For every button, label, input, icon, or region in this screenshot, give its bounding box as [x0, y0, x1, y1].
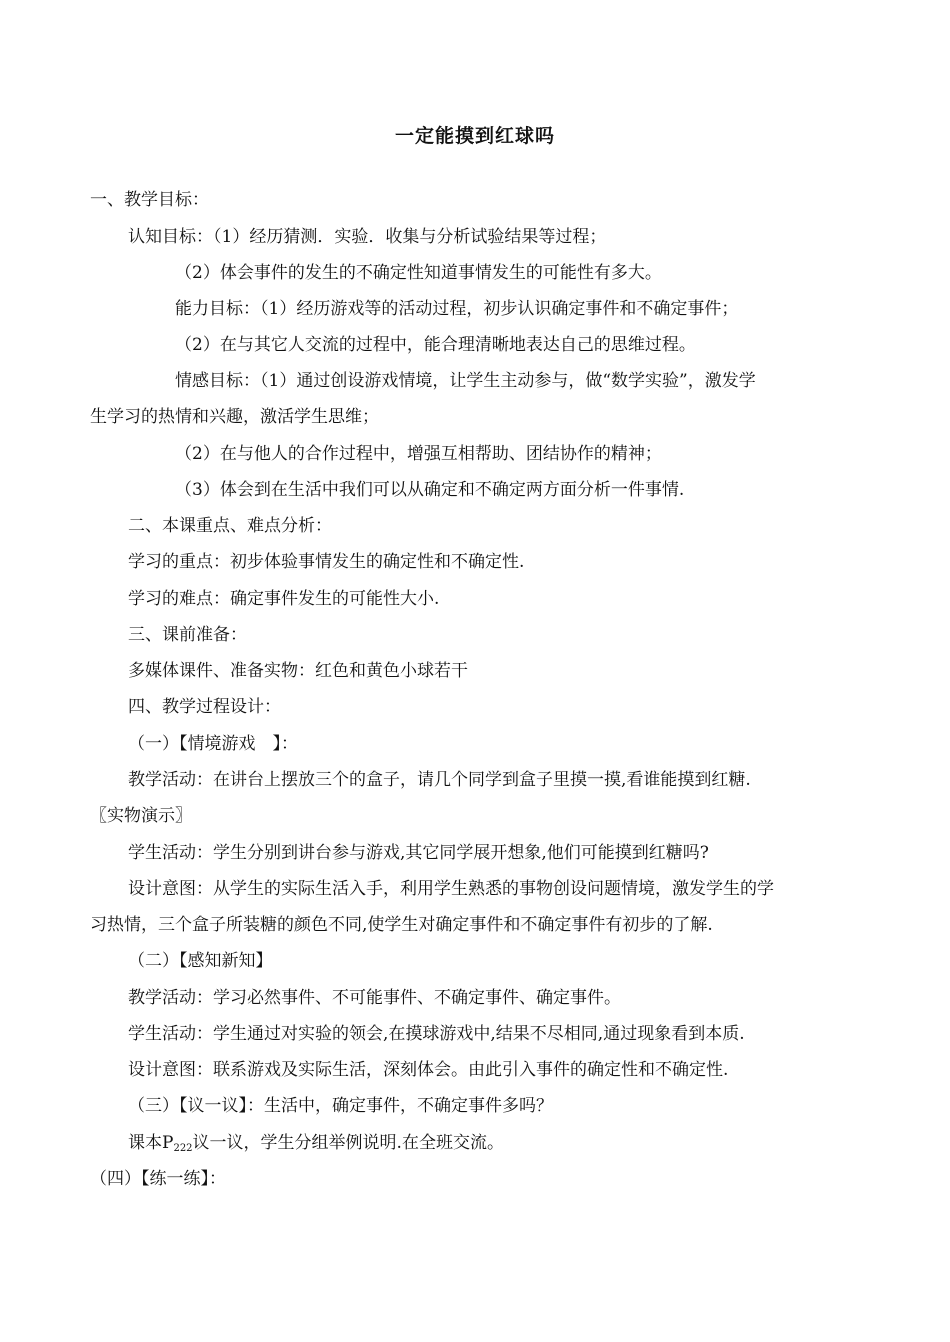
- paragraph-line: 设计意图：联系游戏及实际生活，深刻体会。由此引入事件的确定性和不确定性.: [128, 1060, 729, 1080]
- paragraph-line: 学习的重点：初步体验事情发生的确定性和不确定性.: [128, 552, 525, 572]
- paragraph-line: 能力目标：（1）经历游戏等的活动过程，初步认识确定事件和不确定事件；: [175, 299, 739, 319]
- paragraph-line: 习热情，三个盒子所装糖的颜色不同,使学生对确定事件和不确定事件有初步的了解.: [90, 915, 713, 935]
- paragraph-line: 认知目标：（1）经历猜测．实验．收集与分析试验结果等过程；: [128, 227, 607, 247]
- subsection-heading: （三）【议一议】：生活中，确定事件，不确定事件多吗？: [128, 1096, 553, 1116]
- paragraph-line: （2）体会事件的发生的不确定性知道事情发生的可能性有多大。: [175, 263, 662, 283]
- paragraph-line: （3）体会到在生活中我们可以从确定和不确定两方面分析一件事情.: [175, 480, 685, 500]
- paragraph-line: 设计意图：从学生的实际生活入手，利用学生熟悉的事物创设问题情境，激发学生的学: [128, 879, 774, 899]
- subsection-heading: （二）【感知新知】: [128, 951, 273, 971]
- textbook-page-number: 222: [173, 1143, 193, 1154]
- paragraph-line: 情感目标：（1）通过创设游戏情境，让学生主动参与，做“数学实验”，激发学: [175, 371, 756, 391]
- paragraph-line: 学生活动：学生通过对实验的领会,在摸球游戏中,结果不尽相同,通过现象看到本质.: [128, 1024, 745, 1044]
- paragraph-line: 生学习的热情和兴趣，激活学生思维；: [90, 407, 379, 427]
- textbook-suffix: 议一议，学生分组举例说明.在全班交流。: [192, 1133, 504, 1153]
- paragraph-line: 学习的难点：确定事件发生的可能性大小.: [128, 589, 440, 609]
- paragraph-line: （2）在与其它人交流的过程中，能合理清晰地表达自己的思维过程。: [175, 335, 696, 355]
- subsection-heading: （四）【练一练】：: [90, 1169, 226, 1189]
- section-heading-objectives: 一、教学目标：: [90, 190, 209, 210]
- paragraph-line: （2）在与他人的合作过程中，增强互相帮助、团结协作的精神；: [175, 444, 662, 464]
- textbook-prefix: 课本P: [128, 1133, 174, 1153]
- document-title: 一定能摸到红球吗: [394, 125, 555, 147]
- paragraph-line: 多媒体课件、准备实物：红色和黄色小球若干: [128, 661, 468, 681]
- paragraph-line: 学生活动：学生分别到讲台参与游戏,其它同学展开想象,他们可能摸到红糖吗?: [128, 843, 709, 863]
- section-heading-key-points: 二、本课重点、难点分析：: [128, 516, 332, 536]
- paragraph-line: 教学活动：在讲台上摆放三个的盒子，请几个同学到盒子里摸一摸,看谁能摸到红糖.: [128, 770, 751, 790]
- section-heading-process: 四、教学过程设计：: [128, 697, 281, 717]
- paragraph-line: 〖实物演示〗: [90, 806, 192, 826]
- paragraph-line: 教学活动：学习必然事件、不可能事件、不确定事件、确定事件。: [128, 988, 621, 1008]
- subsection-heading: （一）【情境游戏 】：: [128, 734, 298, 754]
- textbook-reference-line: [128, 1131, 504, 1155]
- section-heading-preparation: 三、课前准备：: [128, 625, 247, 645]
